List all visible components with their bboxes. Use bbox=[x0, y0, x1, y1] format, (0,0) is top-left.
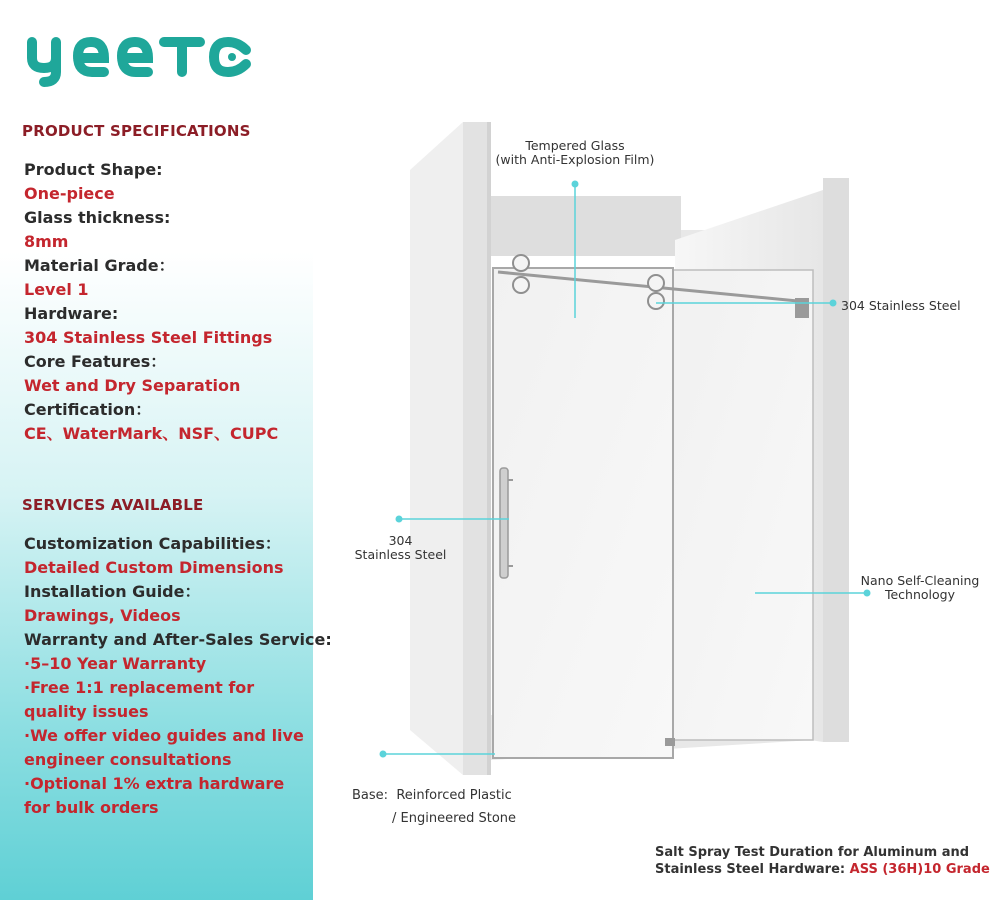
rail-end-stop bbox=[795, 298, 809, 318]
service-bullet: ·We offer video guides and live engineer consultations bbox=[24, 726, 304, 769]
callout-text: Stainless Steel bbox=[354, 547, 447, 562]
specifications-list bbox=[24, 158, 278, 446]
base-callout bbox=[352, 784, 516, 830]
fixed-glass-panel bbox=[673, 270, 813, 740]
back-wall bbox=[491, 196, 681, 256]
yeete-logo bbox=[24, 28, 256, 90]
spec-value: Level 1 bbox=[24, 280, 89, 299]
salt-spray-note bbox=[655, 844, 990, 878]
callout-text: (with Anti-Explosion Film) bbox=[495, 152, 655, 167]
spec-label: Certification： bbox=[24, 400, 152, 419]
service-label: Warranty and After-Sales Service: bbox=[24, 630, 332, 649]
left-wall bbox=[410, 122, 491, 775]
salt-spray-grade: ASS (36H)10 Grade bbox=[849, 862, 990, 877]
hardware-callout: 304 Stainless Steel bbox=[841, 298, 961, 313]
service-bullet: ·Free 1:1 replacement for quality issues bbox=[24, 678, 255, 721]
specifications-title: PRODUCT SPECIFICATIONS bbox=[22, 122, 251, 140]
tempered-glass-callout bbox=[485, 139, 665, 167]
base-label: Base: bbox=[352, 788, 389, 803]
callout-text: Tempered Glass bbox=[525, 138, 625, 153]
service-value: Drawings, Videos bbox=[24, 606, 181, 625]
service-bullet: ·Optional 1% extra hardware for bulk orders bbox=[24, 774, 285, 817]
spec-label: Glass thickness: bbox=[24, 208, 171, 227]
spec-label: Hardware: bbox=[24, 304, 119, 323]
product-illustration bbox=[313, 0, 1000, 900]
handle-callout bbox=[353, 534, 448, 562]
spec-label: Core Features： bbox=[24, 352, 167, 371]
spec-value: Wet and Dry Separation bbox=[24, 376, 241, 395]
service-value: Detailed Custom Dimensions bbox=[24, 558, 284, 577]
service-bullet: ·5–10 Year Warranty bbox=[24, 654, 207, 673]
spec-label: Material Grade： bbox=[24, 256, 175, 275]
salt-spray-prefix: Stainless Steel Hardware: bbox=[655, 862, 846, 877]
nano-coating-callout bbox=[855, 574, 985, 602]
spec-value: One-piece bbox=[24, 184, 115, 203]
services-title: SERVICES AVAILABLE bbox=[22, 496, 204, 514]
salt-spray-line: Salt Spray Test Duration for Aluminum and bbox=[655, 845, 970, 860]
base-material: Reinforced Plastic bbox=[396, 788, 512, 803]
callout-text: 304 bbox=[388, 533, 413, 548]
services-list bbox=[24, 532, 332, 820]
shower-door-drawing bbox=[313, 0, 1000, 900]
spec-value: CE、WaterMark、NSF、CUPC bbox=[24, 424, 279, 443]
service-label: Customization Capabilities： bbox=[24, 534, 281, 553]
callout-text: Nano Self-Cleaning bbox=[860, 573, 980, 588]
callout-text: Technology bbox=[884, 587, 956, 602]
spec-value: 304 Stainless Steel Fittings bbox=[24, 328, 273, 347]
spec-value: 8mm bbox=[24, 232, 69, 251]
spec-label: Product Shape: bbox=[24, 160, 163, 179]
base-material-alt: / Engineered Stone bbox=[392, 811, 517, 826]
sliding-glass-door bbox=[493, 268, 673, 758]
service-label: Installation Guide： bbox=[24, 582, 201, 601]
spec-panel bbox=[0, 0, 332, 900]
